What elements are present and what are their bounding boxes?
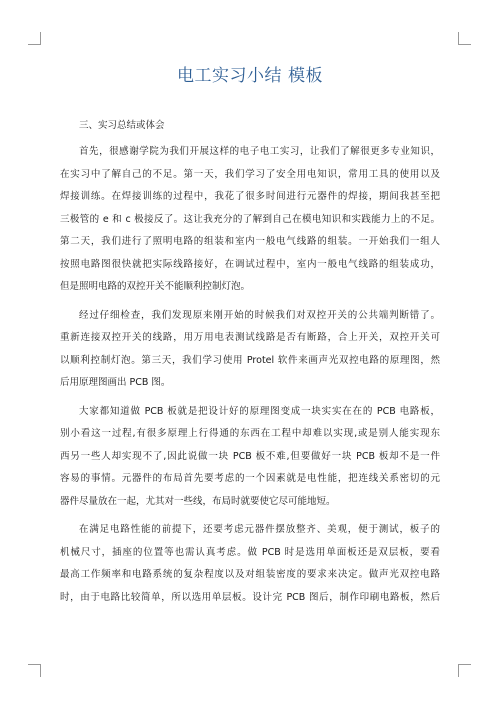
paragraph-line: 第二天，我们进行了照明电路的组装和室内一般电气线路的组装。一开始我们一组人 (60, 236, 440, 247)
paragraph-line: 容易的事情。元器件的布局首先要考虑的一个因素就是电性能，把连线关系密切的元 (60, 473, 440, 484)
paragraph-line: 按照电路图很快就把实际线路接好，在调试过程中，室内一般电气线路的组装成功， (60, 258, 440, 270)
paragraph-line: 机械尺寸，插座的位置等也需认真考虑。做 PCB 时是选用单面板还是双层板，要看 (60, 546, 440, 558)
paragraph-1 (60, 141, 440, 299)
paragraph-line: 后用原理图画出 PCB 图。 (60, 377, 171, 388)
paragraph-line: 器件尽量放在一起，尤其对一些线，布局时就要使它尽可能地短。 (60, 495, 336, 507)
paragraph-3 (60, 401, 440, 514)
paragraph-line: 在满足电路性能的前提下，还要考虑元器件摆放整齐、美观，便于测试，板子的 (79, 524, 440, 535)
paragraph-4 (60, 519, 440, 609)
paragraph-line: 焊接训练。在焊接训练的过程中，我花了很多时间进行元器件的焊接，期间我甚至把 (60, 191, 440, 202)
paragraph-line: 别小看这一过程,有很多原理上行得通的东西在工程中却难以实现,或是别人能实现东 (60, 428, 440, 439)
crop-mark-top-right (458, 32, 471, 45)
document-title: 电工实习小结 模板 (177, 66, 323, 86)
paragraph-line: 以顺利控制灯泡。第三天，我们学习使用 Protel 软件来画声光双控电路的原理图，然 (60, 354, 440, 366)
paragraph-line: 首先，很感谢学院为我们开展这样的电子电工实习，让我们了解很更多专业知识， (79, 146, 440, 157)
crop-mark-bottom-left (28, 664, 41, 677)
paragraph-line: 最高工作频率和电路系统的复杂程度以及对组装密度的要求来决定。做声光双控电路 (60, 569, 440, 580)
crop-mark-bottom-right (458, 664, 471, 677)
paragraph-line: 重新连接双控开关的线路，用万用电表测试线路是否有断路，合上开关，双控开关可 (60, 332, 440, 343)
paragraph-line: 三极管的 e 和 c 极接反了。这让我充分的了解到自己在模电知识和实践能力上的不足。 (60, 213, 440, 225)
paragraph-line: 但是照明电路的双控开关不能顺利控制灯泡。 (60, 281, 251, 292)
paragraph-line: 大家都知道做 PCB 板就是把设计好的原理图变成一块实实在在的 PCB 电路板， (79, 405, 440, 417)
paragraph-line: 时，由于电路比较简单，所以选用单层板。设计完 PCB 图后，制作印刷电路板，然后 (60, 591, 440, 603)
paragraph-line: 经过仔细检查，我们发现原来刚开始的时候我们对双控开关的公共端判断错了。 (79, 309, 440, 321)
document-body (60, 116, 440, 615)
paragraph-line: 西另一些人却实现不了,因此说做一块 PCB 板不难,但要做好一块 PCB 板却不是一件 (60, 450, 440, 462)
paragraph-2 (60, 305, 440, 395)
section-heading: 三、实习总结或体会 (79, 120, 165, 131)
paragraph-line: 在实习中了解自己的不足。第一天，我们学习了安全用电知识，常用工具的使用以及 (60, 168, 440, 180)
crop-mark-top-left (28, 32, 41, 45)
